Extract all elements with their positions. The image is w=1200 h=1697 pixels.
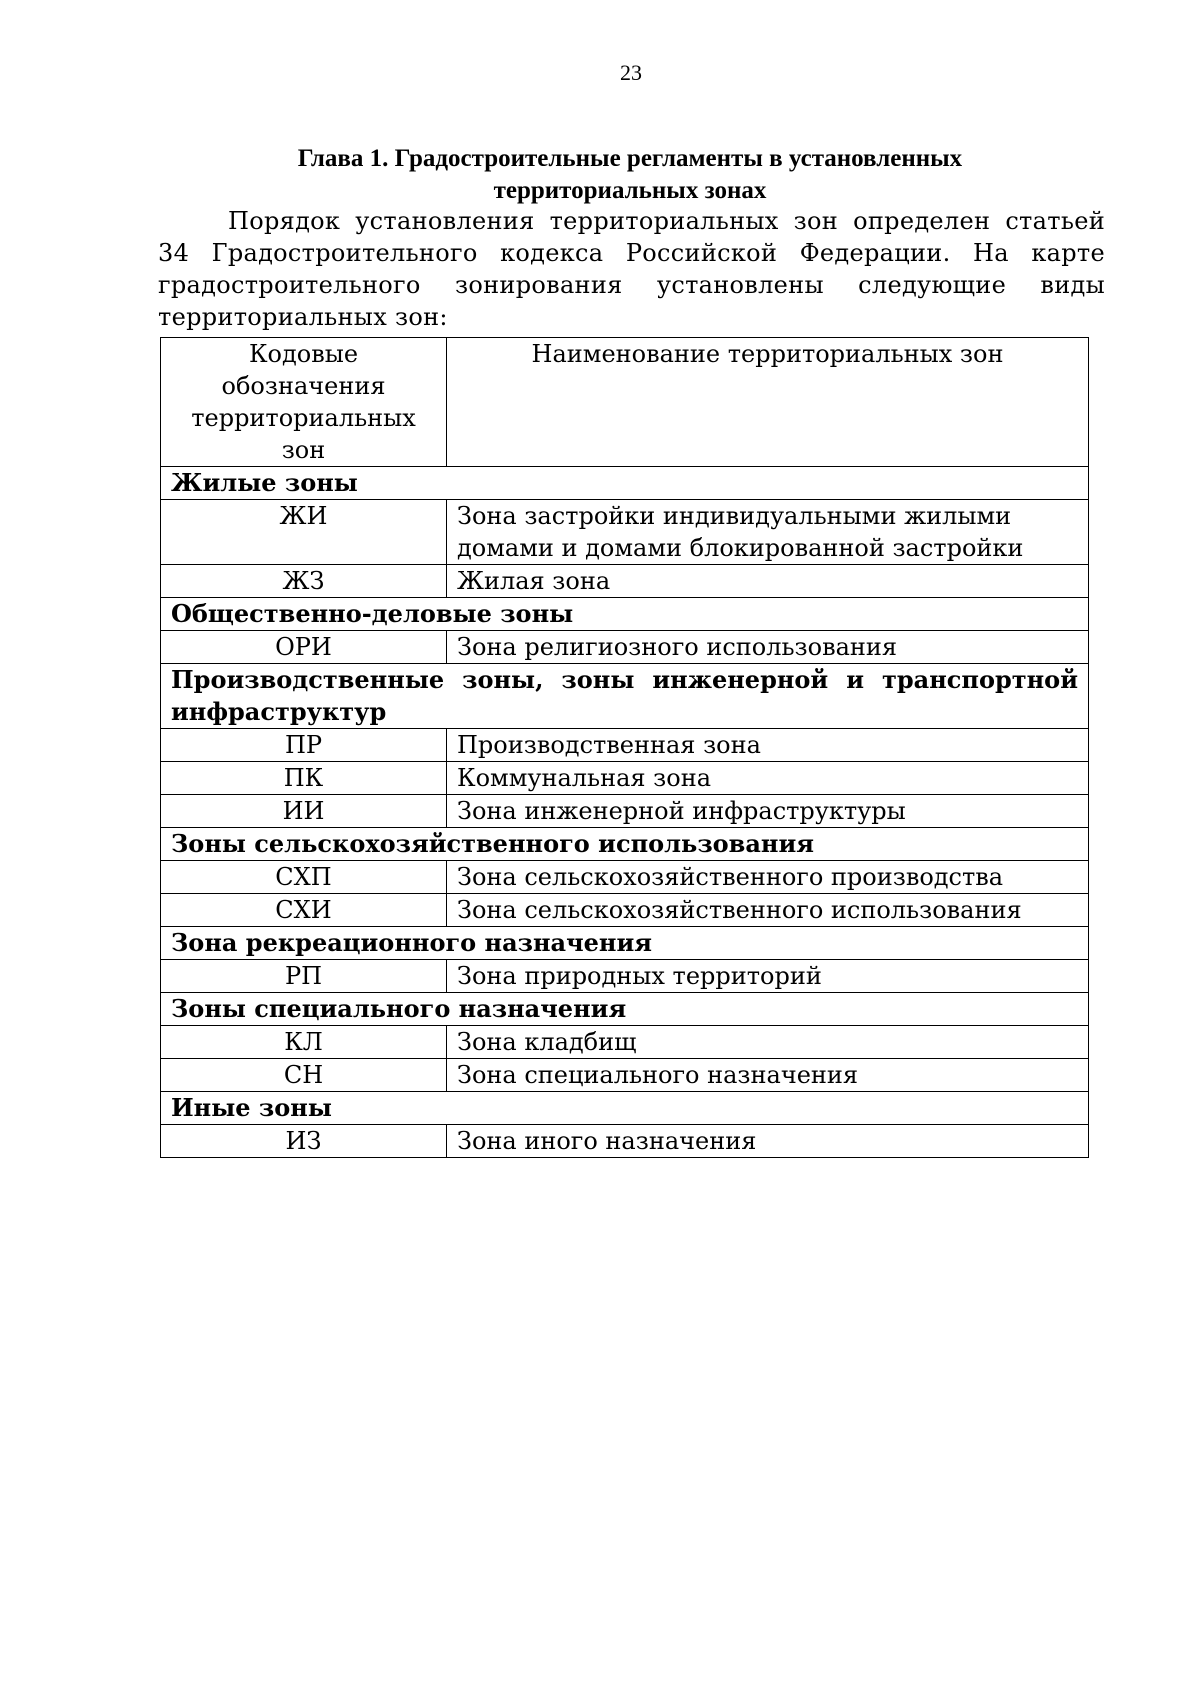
zone-row xyxy=(161,960,1089,993)
header-name: Наименование территориальных зон xyxy=(447,338,1089,467)
chapter-title xyxy=(230,143,1030,207)
group-row xyxy=(161,927,1089,960)
zone-name: Производственная зона xyxy=(447,729,1089,762)
zone-name: Зона природных территорий xyxy=(447,960,1089,993)
intro-paragraph: Порядок установления территориальных зон определен статьей 34 Градостроительного кодекса Российской Федерации. На карте градостроительного зонирования установлены следующие виды территориальных зон: xyxy=(158,207,1105,331)
group-label: Общественно-деловые зоны xyxy=(161,598,1089,631)
zone-code: ПР xyxy=(161,729,447,762)
zone-row xyxy=(161,894,1089,927)
zone-code: СН xyxy=(161,1059,447,1092)
chapter-title-line-1: Глава 1. Градостроительные регламенты в установленных xyxy=(297,145,963,172)
zone-row xyxy=(161,1125,1089,1158)
group-label: Зона рекреационного назначения xyxy=(161,927,1089,960)
zone-code: РП xyxy=(161,960,447,993)
zone-row xyxy=(161,795,1089,828)
zone-name: Коммунальная зона xyxy=(447,762,1089,795)
page-number: 23 xyxy=(620,60,642,85)
zone-code: ОРИ xyxy=(161,631,447,664)
group-label: Жилые зоны xyxy=(161,467,1089,500)
zone-code: КЛ xyxy=(161,1026,447,1059)
zone-row xyxy=(161,762,1089,795)
zone-code: ЖИ xyxy=(161,500,447,565)
group-label: Зоны специального назначения xyxy=(161,993,1089,1026)
zone-code: ИИ xyxy=(161,795,447,828)
zones-table xyxy=(160,337,1089,1158)
zone-code: СХП xyxy=(161,861,447,894)
group-row xyxy=(161,828,1089,861)
zone-code: ПК xyxy=(161,762,447,795)
zone-row xyxy=(161,500,1089,565)
group-row xyxy=(161,598,1089,631)
zone-row xyxy=(161,1026,1089,1059)
zone-name: Зона инженерной инфраструктуры xyxy=(447,795,1089,828)
zones-table-body xyxy=(161,467,1089,1158)
zone-name: Зона специального назначения xyxy=(447,1059,1089,1092)
zone-name: Жилая зона xyxy=(447,565,1089,598)
zone-row xyxy=(161,861,1089,894)
group-row xyxy=(161,467,1089,500)
group-label: Зоны сельскохозяйственного использования xyxy=(161,828,1089,861)
zone-name: Зона кладбищ xyxy=(447,1026,1089,1059)
group-row xyxy=(161,993,1089,1026)
zone-row xyxy=(161,1059,1089,1092)
table-header-row xyxy=(161,338,1089,467)
zone-row xyxy=(161,565,1089,598)
zone-name: Зона застройки индивидуальными жилыми домами и домами блокированной застройки xyxy=(447,500,1089,565)
group-row xyxy=(161,664,1089,729)
zone-row xyxy=(161,631,1089,664)
zone-row xyxy=(161,729,1089,762)
chapter-title-line-2: территориальных зонах xyxy=(493,177,767,204)
zone-name: Зона сельскохозяйственного использования xyxy=(447,894,1089,927)
group-label: Производственные зоны, зоны инженерной и транспортной инфраструктур xyxy=(161,664,1089,729)
header-code: Кодовые обозначения территориальных зон xyxy=(161,338,447,467)
group-label: Иные зоны xyxy=(161,1092,1089,1125)
zone-code: ЖЗ xyxy=(161,565,447,598)
zone-name: Зона религиозного использования xyxy=(447,631,1089,664)
zone-code: ИЗ xyxy=(161,1125,447,1158)
group-row xyxy=(161,1092,1089,1125)
zone-code: СХИ xyxy=(161,894,447,927)
zone-name: Зона сельскохозяйственного производства xyxy=(447,861,1089,894)
zone-name: Зона иного назначения xyxy=(447,1125,1089,1158)
